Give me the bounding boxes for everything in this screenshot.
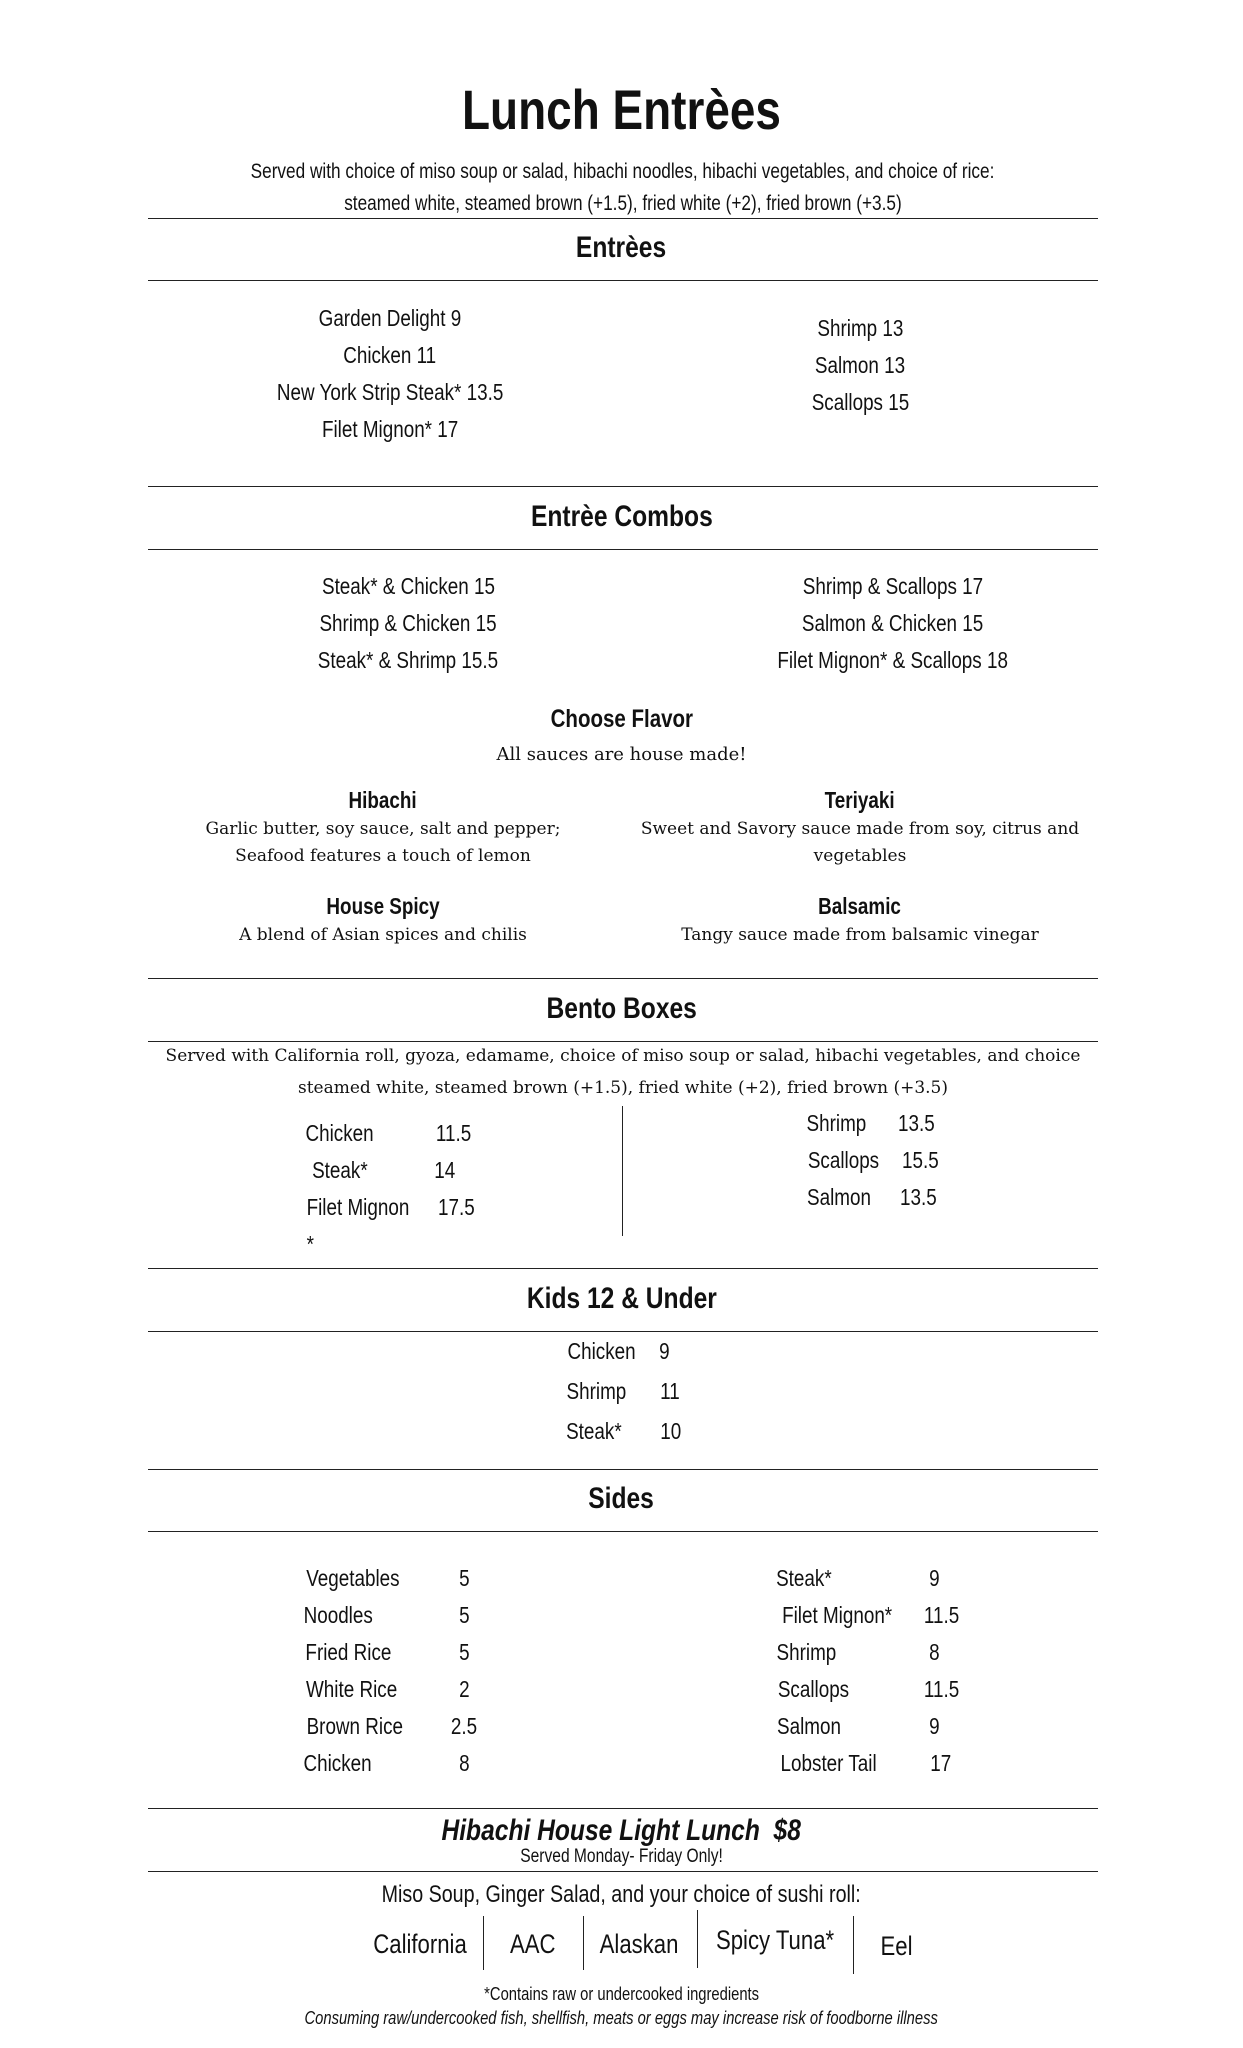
list-item: Steak* & Chicken 15 (321, 573, 495, 599)
flavor-heading: Choose Flavor (550, 705, 693, 733)
list-item: Lobster Tail 17 (780, 1750, 952, 1776)
list-item: Steak* 10 (566, 1418, 682, 1444)
list-item: Filet Mignon* & Scallops 18 (777, 647, 1009, 673)
list-item: Steak* 9 (776, 1565, 940, 1591)
roll-california: California (373, 1929, 468, 1959)
divider (148, 549, 1098, 550)
list-item: Scallops 11.5 (777, 1676, 960, 1702)
intro-text (148, 156, 1098, 220)
light-lunch-subheading: Served Monday- Friday Only! (520, 1846, 723, 1867)
divider (622, 1106, 623, 1236)
list-item: Shrimp 11 (566, 1378, 680, 1404)
list-item: New York Strip Steak* 13.5 (276, 379, 504, 405)
list-item: Salmon & Chicken 15 (802, 610, 984, 636)
divider (148, 218, 1098, 219)
divider (148, 1268, 1098, 1269)
list-item: White Rice 2 (306, 1676, 470, 1702)
divider (148, 486, 1098, 487)
list-item: Salmon 9 (777, 1713, 940, 1739)
intro-line-2: steamed white, steamed brown (+1.5), fried white (+2), fried brown (+3.5) (344, 192, 902, 215)
flavor-teriyaki (620, 784, 1100, 870)
flavor-desc: Sweet and Savory sauce made from soy, citrus and (640, 819, 1080, 839)
divider (148, 1469, 1098, 1470)
sides-right-list (770, 1560, 963, 1782)
light-lunch-description: Miso Soup, Ginger Salad, and your choice of sushi roll: (381, 1881, 862, 1908)
list-item: Steak* & Shrimp 15.5 (317, 647, 499, 673)
list-item: Scallops 15.5 (807, 1147, 939, 1173)
bento-left-list (298, 1115, 479, 1257)
entrees-heading: Entrèes (576, 231, 667, 264)
list-item: Chicken 9 (567, 1338, 670, 1364)
divider (148, 978, 1098, 979)
bento-heading: Bento Boxes (546, 992, 697, 1025)
bento-desc-line-2: steamed white, steamed brown (+1.5), fried white (+2), fried brown (+3.5) (297, 1078, 949, 1098)
list-item: Scallops 15 (811, 389, 909, 415)
flavor-note: All sauces are house made! (496, 744, 747, 765)
foodborne-illness-warning: Consuming raw/undercooked fish, shellfish, meats or eggs may increase risk of foodborne illness (304, 2008, 939, 2028)
list-item: Vegetables 5 (306, 1565, 470, 1591)
list-item: Chicken 8 (303, 1750, 470, 1776)
list-item: Noodles 5 (303, 1602, 470, 1628)
kids-heading: Kids 12 & Under (526, 1282, 717, 1315)
flavor-desc: vegetables (813, 846, 907, 866)
flavor-balsamic (620, 890, 1100, 949)
combos-right-list (693, 568, 1093, 679)
list-item: Shrimp 13 (817, 315, 903, 341)
list-item: Shrimp 8 (776, 1639, 940, 1665)
flavor-desc: Garlic butter, soy sauce, salt and pepper; (205, 819, 561, 839)
kids-list (560, 1331, 684, 1451)
list-item: Filet Mignon* 17 (321, 416, 459, 442)
list-item: Filet Mignon* 11.5 (782, 1602, 960, 1628)
flavor-desc: A blend of Asian spices and chilis (239, 925, 527, 945)
roll-eel: Eel (880, 1931, 914, 1961)
list-item: Chicken 11.5 (305, 1120, 472, 1146)
bento-description (140, 1040, 1106, 1104)
divider (853, 1916, 854, 1974)
list-item: Steak* 14 (312, 1157, 456, 1183)
list-item: Shrimp & Chicken 15 (319, 610, 497, 636)
sides-heading: Sides (588, 1482, 655, 1515)
flavor-desc: Seafood features a touch of lemon (235, 846, 531, 866)
list-item: Shrimp 13.5 (806, 1110, 935, 1136)
list-item: Brown Rice 2.5 (306, 1713, 478, 1739)
sides-left-list (296, 1560, 480, 1782)
divider (148, 1808, 1098, 1809)
entrees-left-list (190, 300, 590, 448)
divider (148, 1871, 1098, 1872)
intro-line-1: Served with choice of miso soup or salad, hibachi noodles, hibachi vegetables, and choice of rice: (251, 160, 995, 183)
divider (148, 280, 1098, 281)
combos-left-list (208, 568, 608, 679)
bento-desc-line-1: Served with California roll, gyoza, edamame, choice of miso soup or salad, hibachi vegetables, and choice (165, 1046, 1081, 1066)
list-item: Fried Rice 5 (305, 1639, 470, 1665)
flavor-hibachi (178, 784, 588, 870)
roll-aac: AAC (510, 1929, 556, 1959)
menu-title: Lunch Entrèes (462, 78, 781, 141)
list-item: Salmon 13.5 (807, 1184, 937, 1210)
list-item: Filet Mignon * 17.5 (306, 1194, 475, 1257)
flavor-house-spicy (178, 890, 588, 949)
light-lunch-heading: Hibachi House Light Lunch $8 (441, 1814, 802, 1847)
divider (148, 1531, 1098, 1532)
list-item: Shrimp & Scallops 17 (802, 573, 984, 599)
flavor-name: Hibachi (348, 787, 418, 813)
list-item: Garden Delight 9 (318, 305, 462, 331)
bento-right-list (800, 1105, 943, 1216)
roll-spicy-tuna: Spicy Tuna* (715, 1925, 835, 1955)
list-item: Chicken 11 (343, 342, 437, 368)
roll-alaskan: Alaskan (599, 1929, 679, 1959)
raw-ingredients-note: *Contains raw or undercooked ingredients (484, 1984, 759, 2004)
flavor-name: Balsamic (818, 893, 902, 919)
entrees-right-list (710, 310, 1010, 421)
flavor-name: Teriyaki (825, 787, 895, 813)
combos-heading: Entrèe Combos (530, 500, 713, 533)
flavor-name: House Spicy (326, 893, 440, 919)
flavor-desc: Tangy sauce made from balsamic vinegar (681, 925, 1039, 945)
list-item: Salmon 13 (814, 352, 906, 378)
